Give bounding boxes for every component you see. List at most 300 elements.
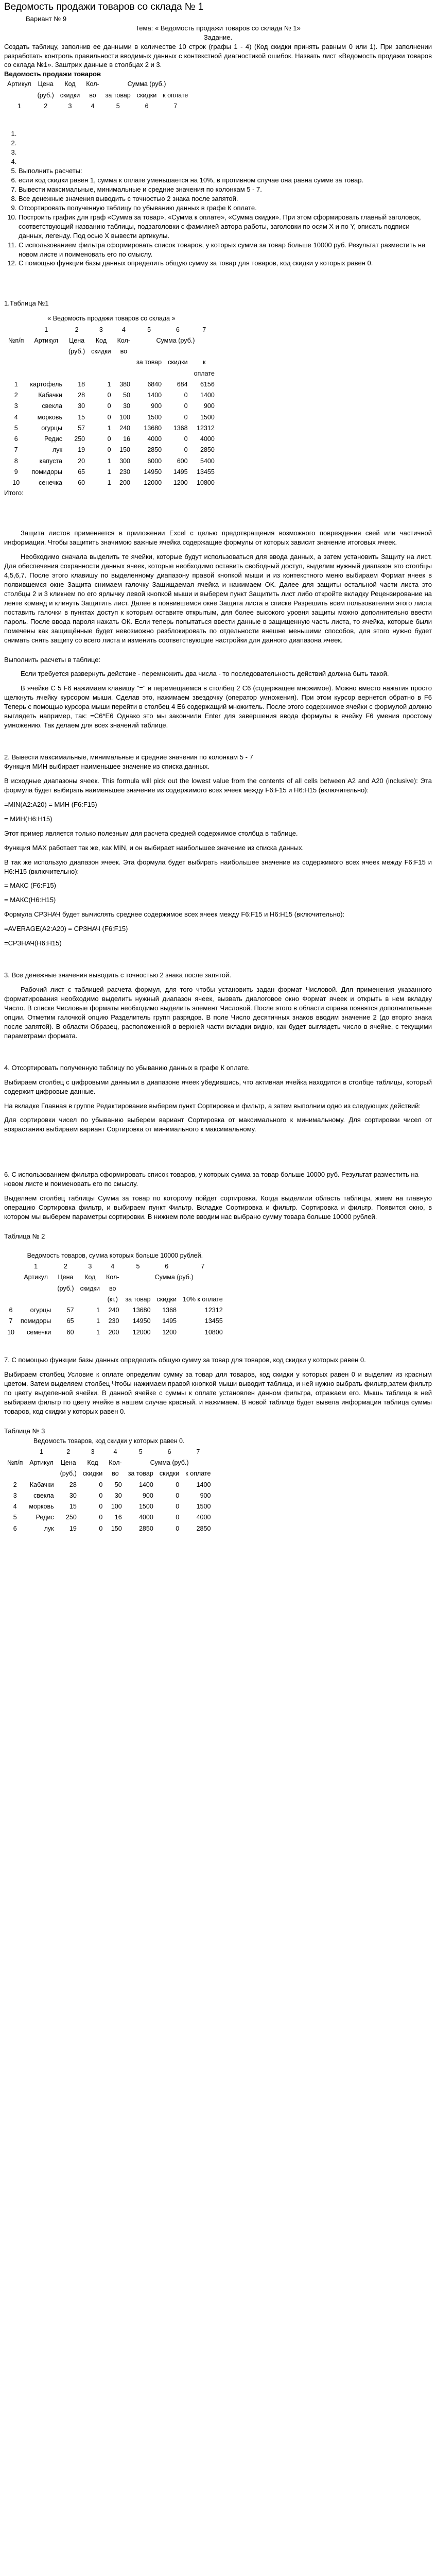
table-row bbox=[5, 390, 218, 401]
table-row bbox=[4, 1316, 226, 1327]
table-cell-pay: 6156 bbox=[200, 380, 215, 388]
table-cell-price: 65 bbox=[78, 468, 85, 476]
task-item: 6. если код скидки равен 1, сумма к оплате уменьшается на 10%, в противном случае она равна сумме за товар. bbox=[19, 176, 432, 185]
table-cell-qty: 200 bbox=[119, 479, 131, 487]
body-paragraph: Формула СРЗНАЧ будет вычислять среднее содержимое всех ячеек между F6:F15 и H6:H15 (включительно): bbox=[4, 910, 345, 919]
table-cell-n: 4 bbox=[13, 1503, 17, 1510]
table-cell-disc: 0 bbox=[184, 435, 188, 443]
table-cell-sum: 1400 bbox=[147, 392, 162, 399]
table-cell-qty: 50 bbox=[123, 392, 131, 399]
table-header-cell bbox=[114, 357, 133, 368]
table-cell-disc: 0 bbox=[176, 1524, 180, 1532]
table-cell-code: 0 bbox=[107, 446, 111, 454]
table-cell-sum: 4000 bbox=[138, 1514, 153, 1521]
paragraph-spacer bbox=[4, 824, 432, 829]
top-table-header-row bbox=[4, 90, 191, 101]
calc-section bbox=[4, 669, 432, 735]
column-number: 4 bbox=[121, 326, 126, 333]
table-cell-sum: 1500 bbox=[138, 1503, 153, 1510]
part7-heading: 7. С помощью функции базы данных определить общую сумму за товар для товаров, код скидки у которых равен 0. bbox=[4, 1355, 366, 1364]
table2-caption: Ведомость товаров, сумма которых больше 10000 рублей. bbox=[27, 1251, 203, 1259]
table-cell-name: морковь bbox=[37, 413, 62, 421]
table2-header-row bbox=[4, 1283, 226, 1294]
table-cell-pay: 2850 bbox=[200, 446, 215, 454]
table-cell-disc: 600 bbox=[177, 457, 188, 465]
part4-heading: 4. Отсортировать полученную таблицу по убыванию данных в графе К оплате. bbox=[4, 1063, 250, 1072]
table-cell-name: картофель bbox=[30, 380, 62, 388]
table-header-cell bbox=[27, 357, 65, 368]
table-cell-disc: 0 bbox=[184, 392, 188, 399]
table2-numbers-row bbox=[4, 1261, 226, 1272]
paragraph-spacer bbox=[4, 1096, 432, 1101]
table-cell-code: 0 bbox=[107, 435, 111, 443]
table1-numbers-row bbox=[5, 325, 218, 335]
column-number: 2 bbox=[64, 1263, 67, 1270]
table1-caption-row bbox=[5, 313, 218, 324]
table-cell-qty: 230 bbox=[119, 468, 131, 476]
table-row bbox=[4, 1305, 226, 1316]
table-cell-pay: 10800 bbox=[197, 479, 215, 487]
table-cell: во bbox=[89, 91, 96, 99]
paragraph-spacer bbox=[4, 795, 432, 800]
table-cell-qty: 150 bbox=[111, 1524, 122, 1532]
table-cell-disc: 1495 bbox=[173, 468, 188, 476]
table-cell-qty: 240 bbox=[119, 424, 131, 432]
table-header-cell: Артикул bbox=[24, 1274, 48, 1281]
table-cell-sum: 14950 bbox=[144, 468, 162, 476]
table-cell-price: 250 bbox=[65, 1514, 77, 1521]
paragraph-spacer bbox=[4, 679, 432, 684]
body-paragraph: Необходимо сначала выделить те ячейки, которые будут использоваться для ввода данных, а затем установить Защиту на лист. Для обеспечения сохранности данных ячеек, которые необходимо оставить свободный доступ, выделим нужный диапазон это столбцы 4,5,6,7. После этого клавишу по выделенному диапазону правой кнопкой мыши и из контекстного меню выбираем Формат ячеек в появившемся окне Защита снимаем галочку Защищаемая ячейка и нажимаем ОК. Далее для защиты остальной части листа это столбцы 2 и 3 кликнем по его ярлычку левой кнопкой мыши и выберем пункт Защитить лист либо откройте вкладку Рецензирование на ленте команд и клинуть Защитить лист. Далее в появившемся окне Защита листа в списке Разрешить всем пользователям этого листа поставить галочки в пунктах доступ к которым оставите открытым, для более высокого уровня защиты можно дополнительно ввести пароль. После ввода пароля нажать ОК. Если теперь попытаться ввести данные в защищенную часть листа, то ячейка, которые были помечены как защищённые будет невозможно разблокировать по отдельности внешне меньшими способов, для этого нужно будет снимать снять защиту со всего листа и изменить соответствующие настройки для данного диапазона ячеек. bbox=[4, 553, 432, 644]
table-cell: за товар bbox=[105, 91, 131, 99]
table-cell-n: 10 bbox=[7, 1328, 14, 1336]
body-paragraph: Этот пример является только полезным для расчета средней содержимое столбца в таблице. bbox=[4, 829, 298, 837]
table-cell: Сумма (руб.) bbox=[127, 80, 166, 88]
table-cell-n: 1 bbox=[14, 380, 18, 388]
table-header-cell bbox=[88, 357, 114, 368]
table-header-cell: скидки bbox=[80, 1284, 100, 1292]
table3-header-row bbox=[4, 1468, 214, 1479]
paragraph-spacer bbox=[4, 853, 432, 858]
table-header-cell: Кол- bbox=[109, 1459, 122, 1466]
column-number: 3 bbox=[88, 1263, 92, 1270]
table-cell-n: 9 bbox=[14, 468, 18, 476]
table-header-cell: №п/п bbox=[8, 336, 24, 344]
column-number: 3 bbox=[99, 326, 103, 333]
table-cell-price: 57 bbox=[78, 424, 85, 432]
column-number: 5 bbox=[147, 326, 151, 333]
table-cell-price: 57 bbox=[66, 1307, 74, 1314]
table-cell-name: лук bbox=[52, 446, 62, 454]
table-header-cell: 10% к оплате bbox=[183, 1295, 223, 1303]
body-paragraph: В исходные диапазоны ячеек. This formula will pick out the lowest value from the contents of all cells between A2 and A20 (inclusive): Эта формула будет выбирать наименьшее значение из содержимого всех ячеек между F6:F15 и H6:H15 (включительно): bbox=[4, 776, 432, 794]
table-cell-n: 4 bbox=[14, 413, 18, 421]
paragraph-spacer bbox=[4, 730, 432, 735]
table-cell-n: 3 bbox=[13, 1492, 17, 1499]
table2-caption-row bbox=[4, 1250, 226, 1261]
table3-heading: Таблица № 3 bbox=[4, 1427, 45, 1435]
table-cell-sum: 12000 bbox=[144, 479, 162, 487]
body-paragraph: Защита листов применяется в приложении Excel с целью предотвращения возможного повреждения свей или частичной информации. Чтобы защитить значимою важные ячейка содержащие формулы от которых зависит значение итоговых ячеек. bbox=[4, 529, 432, 547]
table-row bbox=[5, 423, 218, 434]
table-header-cell: Кол- bbox=[106, 1274, 119, 1281]
column-number: 6 bbox=[167, 1448, 171, 1455]
table-cell-name: Редис bbox=[36, 1514, 54, 1521]
column-number: 5 bbox=[136, 1263, 140, 1270]
table-cell bbox=[5, 325, 27, 335]
paragraph-spacer bbox=[4, 905, 432, 910]
table-cell-disc: 0 bbox=[176, 1503, 180, 1510]
table-cell-price: 15 bbox=[78, 413, 85, 421]
table-cell: скидки bbox=[60, 91, 80, 99]
table-header-cell bbox=[27, 368, 65, 379]
table-cell-pay: 1400 bbox=[196, 1481, 211, 1488]
paragraph-spacer bbox=[4, 1416, 432, 1421]
table-cell-name: помидоры bbox=[31, 468, 62, 476]
sales-table-1 bbox=[5, 313, 218, 488]
table-cell-sum: 13680 bbox=[144, 424, 162, 432]
table-cell-n: 2 bbox=[14, 392, 18, 399]
top-table-caption: Ведомость продажи товаров bbox=[4, 70, 101, 78]
table-header-cell: за товар bbox=[136, 359, 162, 366]
table3-caption-row bbox=[4, 1436, 214, 1447]
table-cell-code: 1 bbox=[107, 424, 111, 432]
table-cell: 5 bbox=[116, 102, 120, 110]
table-cell-n: 10 bbox=[12, 479, 20, 487]
table-cell: 3 bbox=[68, 102, 72, 110]
table-header-cell: во bbox=[120, 348, 128, 355]
table-cell-n: 8 bbox=[14, 457, 18, 465]
table-cell-disc: 1495 bbox=[162, 1317, 177, 1325]
part4-section bbox=[4, 1078, 432, 1140]
table-cell-pay: 12312 bbox=[204, 1307, 223, 1314]
theme-line: Тема: « Ведомость продажи товаров со склада № 1» bbox=[135, 24, 301, 32]
body-paragraph: Выбираем столбец с цифровыми данными в диапазоне ячеек убедившись, что активная ячейка находится в столбце таблицы, который содержит цифровые данные. bbox=[4, 1078, 432, 1095]
body-paragraph: =MIN(A2:A20) = МИН (F6:F15) bbox=[4, 800, 97, 808]
table-cell: 1 bbox=[17, 102, 21, 110]
paragraph-spacer bbox=[4, 771, 432, 776]
table-cell-price: 30 bbox=[78, 402, 85, 410]
task-paragraph: Создать таблицу, заполнив ее данными в количестве 10 строк (графы 1 - 4) (Код скидки принять равным 0 или 1). При заполнении разработать контроль правильности вводимых данных с контекстной диагностикой ошибок. Назвать лист «Ведомость продажи товаров со склада №1». Заштрих данные в столбцах 2 и 3. bbox=[4, 42, 432, 69]
top-table-header-row bbox=[4, 79, 191, 90]
table-cell-qty: 240 bbox=[108, 1307, 119, 1314]
table-header-cell: Сумма (руб.) bbox=[154, 1274, 194, 1281]
table-cell-price: 60 bbox=[78, 479, 85, 487]
table-cell-code: 1 bbox=[107, 479, 111, 487]
table-cell-n: 7 bbox=[14, 446, 18, 454]
task-item bbox=[19, 148, 432, 157]
paragraph-spacer bbox=[4, 1222, 432, 1227]
table-cell-disc: 684 bbox=[177, 380, 188, 388]
calc-heading: Выполнить расчеты в таблице: bbox=[4, 655, 101, 664]
table2-header-row bbox=[4, 1294, 226, 1305]
column-number: 6 bbox=[165, 1263, 169, 1270]
table-cell-pay: 12312 bbox=[197, 424, 215, 432]
table-cell-disc: 0 bbox=[176, 1481, 180, 1488]
column-number: 4 bbox=[111, 1263, 115, 1270]
table-cell-qty: 16 bbox=[114, 1514, 122, 1521]
body-paragraph: =СРЗНАЧ(H6:H15) bbox=[4, 939, 62, 947]
table-cell-sum: 1500 bbox=[147, 413, 162, 421]
table-cell-code: 0 bbox=[99, 1503, 103, 1510]
table-cell-disc: 1200 bbox=[162, 1328, 177, 1336]
sales-table-3 bbox=[4, 1436, 214, 1534]
top-table bbox=[4, 79, 191, 112]
body-paragraph: В ячейке С 5 F6 нажимаем клавишу "=" и перемещаемся в столбец 2 C6 (содержащее множимое). Можно вместо нажатия просто щелкнуть ячейку курсором мыши. Сделав это, нажимаем звездочку (оператор умножения). При этом курсор вернется обратно в F6 Теперь с помощью курсора мыши перейти в столбец 4 E6 содержащий множитель. После этого содержимое ячейки с формулой должно выглядеть например, так: =C6*E6 Однако это мы закончили Enter для завершения ввода формулы в ячейку F6 умения простому умножению. Так делаем для всех значений таблице. bbox=[4, 684, 432, 730]
table-header-cell: Кол- bbox=[117, 336, 131, 344]
table-row bbox=[4, 1490, 214, 1501]
table-cell-n: 5 bbox=[13, 1514, 17, 1521]
table-cell-code: 1 bbox=[96, 1328, 100, 1336]
body-paragraph: Выделяем столбец таблицы Сумма за товар по которому пойдет сортировка. Когда выделили область таблицы, жмем на главную операцию Сортировка фильтр, и выбираем пункт Фильтр. Вкладке Сортировка и фильтр. Сортировка и фильтр. Появится окно, в котором мы выберем параметры сортировки. В нижнем поле вводим нас выбрано сумму товара больше 10000 рублей. bbox=[4, 1194, 432, 1221]
table-cell-code: 0 bbox=[107, 392, 111, 399]
body-paragraph: На вкладке Главная в группе Редактирование выберем пункт Сортировка и фильтр, а затем выполним одно из следующих действий: bbox=[4, 1101, 421, 1110]
part3-section bbox=[4, 985, 432, 1046]
table-cell-name: Кабачки bbox=[38, 392, 62, 399]
table-header-cell: во bbox=[109, 1284, 116, 1292]
table-header-cell: скидки bbox=[91, 348, 111, 355]
document-title: Ведомость продажи товаров со склада № 1 bbox=[4, 2, 204, 12]
top-table-numbers-row bbox=[4, 101, 191, 112]
table-header-cell: Цена bbox=[69, 336, 85, 344]
table-cell-qty: 150 bbox=[119, 446, 131, 454]
paragraph-spacer bbox=[4, 876, 432, 881]
paragraph-spacer bbox=[4, 948, 432, 953]
table-cell-price: 65 bbox=[66, 1317, 74, 1325]
table-row bbox=[5, 456, 218, 467]
table-cell-code: 1 bbox=[107, 457, 111, 465]
table2-header-row bbox=[4, 1272, 226, 1283]
column-number: 7 bbox=[201, 1263, 205, 1270]
table-cell-pay: 13455 bbox=[197, 468, 215, 476]
body-paragraph: =AVERAGE(A2:A20) = СРЗНАЧ (F6:F15) bbox=[4, 925, 128, 933]
table-header-cell: оплате bbox=[194, 369, 215, 377]
table-cell-sum: 12000 bbox=[132, 1328, 151, 1336]
table-cell-name: свекла bbox=[42, 402, 62, 410]
paragraph-spacer bbox=[4, 1110, 432, 1115]
table-header-cell bbox=[65, 368, 88, 379]
task-heading: Задание. bbox=[203, 33, 233, 41]
task-item: 11. С использованием фильтра сформировать список товаров, у которых сумма за товар больше 10000 руб. Результат разместить на новом листе и поименовать его по смыслу. bbox=[19, 241, 432, 259]
table-header-cell: за товар bbox=[128, 1470, 153, 1478]
table-cell-qty: 100 bbox=[119, 413, 131, 421]
column-number: 6 bbox=[176, 326, 180, 333]
table-cell-name: огурцы bbox=[41, 424, 62, 432]
table-cell-n: 3 bbox=[14, 402, 18, 410]
table-cell-n: 6 bbox=[9, 1307, 13, 1314]
body-paragraph: = МАКС(H6:H15) bbox=[4, 896, 56, 904]
paragraph-spacer bbox=[4, 1041, 432, 1046]
table-cell-disc: 1368 bbox=[162, 1307, 177, 1314]
paragraph-spacer bbox=[4, 934, 432, 939]
table-cell-sum: 6000 bbox=[147, 457, 162, 465]
table-header-cell: Цена bbox=[60, 1459, 76, 1466]
table-row bbox=[4, 1523, 214, 1534]
table-row bbox=[4, 1512, 214, 1523]
table3-numbers-row bbox=[4, 1447, 214, 1458]
column-number: 1 bbox=[40, 1448, 43, 1455]
table-header-cell bbox=[77, 1294, 103, 1305]
column-number: 2 bbox=[75, 326, 79, 333]
table-header-cell: №п/п bbox=[7, 1459, 23, 1466]
table-cell-disc: 1200 bbox=[173, 479, 188, 487]
table-cell-name: сенечка bbox=[39, 479, 62, 487]
table-header-cell: к оплате bbox=[185, 1470, 211, 1478]
table-header-cell: скидки bbox=[168, 359, 188, 366]
table-header-cell: Сумма (руб.) bbox=[150, 1459, 189, 1466]
task-item: 10. Построить график для граф «Сумма за товар», «Сумма к оплате», «Сумма скидки». При этом сформировать главный заголовок, соответствующий названию таблицы, подзаголовки с фамилией автора работы, заголовки по осям X и по Y, описать подписи данных, легенду. Под осью X вывести артикулы. bbox=[19, 213, 432, 241]
table-row bbox=[5, 412, 218, 423]
table-cell-qty: 200 bbox=[108, 1328, 119, 1336]
table-cell-code: 1 bbox=[107, 468, 111, 476]
table-cell-sum: 13680 bbox=[132, 1307, 151, 1314]
table-cell-price: 60 bbox=[66, 1328, 74, 1336]
table-cell-disc: 0 bbox=[176, 1492, 180, 1499]
paragraph-spacer bbox=[4, 1134, 432, 1139]
table-cell-sum: 1400 bbox=[138, 1481, 153, 1488]
table-header-cell: (руб.) bbox=[60, 1470, 77, 1478]
table-header-cell bbox=[18, 1294, 54, 1305]
table-cell-code: 1 bbox=[96, 1307, 100, 1314]
table-cell: 6 bbox=[145, 102, 149, 110]
table-cell-price: 18 bbox=[78, 380, 85, 388]
table-cell: Артикул bbox=[7, 80, 31, 88]
table-cell-price: 19 bbox=[69, 1524, 77, 1532]
table-header-cell bbox=[4, 1283, 18, 1294]
table-cell-sum: 4000 bbox=[147, 435, 162, 443]
table-cell: скидки bbox=[136, 91, 157, 99]
table-cell-sum: 900 bbox=[151, 402, 162, 410]
table-cell-qty: 230 bbox=[108, 1317, 119, 1325]
table-cell: 2 bbox=[44, 102, 48, 110]
table3-caption: Ведомость товаров, код скидки у которых равен 0. bbox=[33, 1437, 185, 1445]
column-number: 2 bbox=[66, 1448, 71, 1455]
task-item: 5. Выполнить расчеты: bbox=[19, 166, 432, 176]
variant-label: Вариант № 9 bbox=[26, 14, 67, 23]
table-header-cell: скидки bbox=[159, 1470, 180, 1478]
body-paragraph: Рабочий лист с таблицей расчета формул, для того чтобы установить задан формат Числовой. Для применения указанного форматирования необходимо выделить нужный диапазон ячеек, вызвать диалоговое окно Формат ячеек и открыть в нем вкладку Число. В списке Числовые форматы необходимо выделить элемент Числовой. После этого в области справа появятся дополнительные опции. Отметим галочкой опцию Разделитель групп разрядов. В поле Число десятичных знаков вводим значение 2 (до вторго знака после запятой). В области Образец, расположенной в верхней части вкладки видно, как будет выглядеть число в ячейке, с текущими параметрами формата. bbox=[4, 986, 432, 1040]
table-cell-price: 30 bbox=[69, 1492, 77, 1499]
table1-total-label: Итого: bbox=[4, 489, 24, 497]
table-cell-pay: 2850 bbox=[196, 1524, 211, 1532]
table-cell: 7 bbox=[173, 102, 178, 110]
paragraph-spacer bbox=[4, 890, 432, 895]
table-header-cell bbox=[133, 346, 218, 357]
table-cell: Кол- bbox=[86, 80, 99, 88]
table-header-cell: Сумма (руб.) bbox=[156, 336, 195, 344]
paragraph-spacer bbox=[4, 547, 432, 552]
table-cell-disc: 0 bbox=[184, 402, 188, 410]
table-header-cell: Код bbox=[95, 336, 107, 344]
body-paragraph: В так же использую диапазон ячеек. Эта формула будет выбирать наибольшее значение из содержимого всех ячеек между F6:F15 и H6:H15 (включительно): bbox=[4, 858, 432, 875]
table-cell: (руб.) bbox=[37, 91, 54, 99]
table-cell-sum: 2850 bbox=[138, 1524, 153, 1532]
protect-section bbox=[4, 529, 432, 650]
table2-heading: Таблица № 2 bbox=[4, 1232, 45, 1240]
part2-heading: 2. Вывести максимальные, минимальные и средние значения по колонкам 5 - 7 bbox=[4, 753, 253, 761]
table-cell-disc: 0 bbox=[176, 1514, 180, 1521]
table-cell-qty: 100 bbox=[111, 1503, 122, 1510]
table-row bbox=[5, 467, 218, 478]
table-row bbox=[5, 478, 218, 488]
table-cell-disc: 0 bbox=[184, 413, 188, 421]
table-header-cell bbox=[5, 346, 27, 357]
table1-header-row bbox=[5, 335, 218, 346]
table-header-cell: (кг.) bbox=[107, 1295, 118, 1303]
table-cell-price: 20 bbox=[78, 457, 85, 465]
table1-header-row bbox=[5, 357, 218, 368]
table-cell-code: 1 bbox=[96, 1317, 100, 1325]
table-cell-qty: 30 bbox=[114, 1492, 122, 1499]
table-header-cell bbox=[27, 346, 65, 357]
table-header-cell bbox=[133, 368, 165, 379]
paragraph-spacer bbox=[4, 809, 432, 815]
table1-header-row bbox=[5, 368, 218, 379]
table-header-cell: во bbox=[112, 1470, 119, 1478]
table-header-cell bbox=[4, 1272, 18, 1283]
table-cell-qty: 30 bbox=[123, 402, 131, 410]
table1-header-row bbox=[5, 346, 218, 357]
part1-heading: 1.Таблица №1 bbox=[4, 299, 49, 308]
sales-table-2 bbox=[4, 1250, 226, 1338]
body-paragraph: = МИН(H6:H15) bbox=[4, 815, 53, 823]
column-number: 1 bbox=[34, 1263, 38, 1270]
table-row bbox=[4, 1501, 214, 1512]
table-cell-name: Редис bbox=[44, 435, 62, 443]
table-cell-disc: 0 bbox=[184, 446, 188, 454]
table-header-cell bbox=[114, 368, 133, 379]
table-cell-n: 6 bbox=[13, 1524, 17, 1532]
table-header-cell: Код bbox=[84, 1274, 96, 1281]
table-cell bbox=[4, 90, 34, 101]
part6-section bbox=[4, 1194, 432, 1227]
table-cell-sum: 900 bbox=[142, 1492, 153, 1499]
table-header-cell: Артикул bbox=[34, 336, 58, 344]
task-item bbox=[19, 129, 432, 139]
table-header-cell: за товар bbox=[125, 1295, 151, 1303]
table-cell-name: огурцы bbox=[30, 1307, 51, 1314]
table-cell-sum: 6840 bbox=[147, 380, 162, 388]
table-header-cell bbox=[5, 357, 27, 368]
table-cell-price: 28 bbox=[69, 1481, 77, 1488]
column-number: 7 bbox=[202, 326, 206, 333]
table-cell-n: 2 bbox=[13, 1481, 17, 1488]
table-header-cell: скидки bbox=[82, 1470, 103, 1478]
table-cell-name: морковь bbox=[29, 1503, 54, 1510]
task-list bbox=[4, 129, 432, 268]
table-header-cell: к bbox=[202, 359, 206, 366]
table-cell-price: 15 bbox=[69, 1503, 77, 1510]
table-header-cell bbox=[165, 368, 190, 379]
table-cell bbox=[4, 1261, 18, 1272]
table-cell-pay: 1400 bbox=[200, 392, 215, 399]
table-cell-pay: 900 bbox=[200, 1492, 211, 1499]
table-cell-price: 250 bbox=[74, 435, 85, 443]
table-row bbox=[4, 1327, 226, 1338]
paragraph-spacer bbox=[4, 645, 432, 650]
column-number: 4 bbox=[113, 1448, 117, 1455]
table-cell-name: Кабачки bbox=[29, 1481, 54, 1488]
task-item: 8. Все денежные значения выводить с точностью 2 знака после запятой. bbox=[19, 194, 432, 204]
table-header-cell bbox=[4, 1294, 18, 1305]
task-item bbox=[19, 139, 432, 148]
table-cell-sum: 14950 bbox=[132, 1317, 151, 1325]
table-row bbox=[4, 1480, 214, 1490]
table-cell-code: 0 bbox=[99, 1514, 103, 1521]
table-cell-pay: 1500 bbox=[196, 1503, 211, 1510]
table-header-cell bbox=[88, 368, 114, 379]
body-paragraph: = МАКС (F6:F15) bbox=[4, 882, 56, 890]
